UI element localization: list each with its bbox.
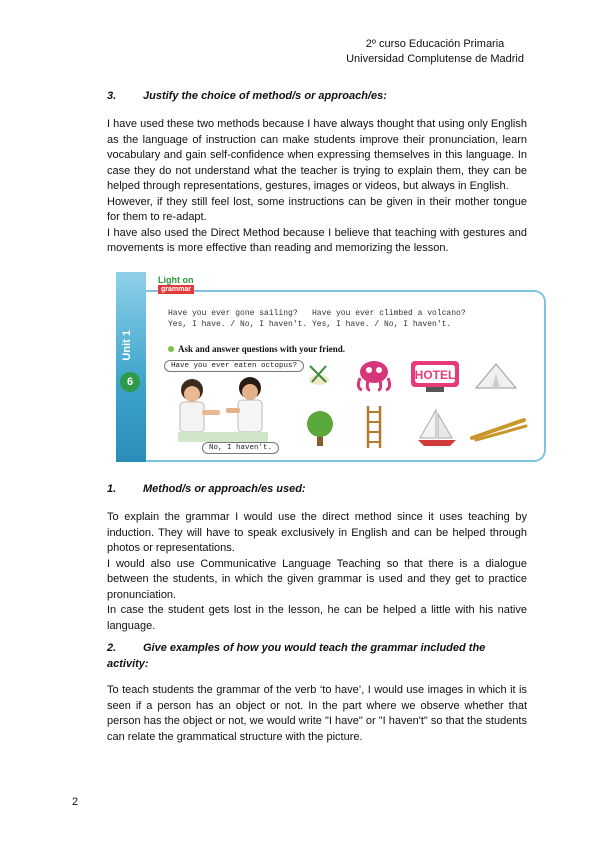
section1-paragraph-2: I would also use Communicative Language Teaching so that there is a dialogue between the students, in which the given grammar is used and they get to practice pronunciation. — [107, 557, 527, 601]
section2-heading — [107, 640, 527, 672]
section2-paragraph-1: To teach students the grammar of the verb ‘to have’, I would use images in which it is seen if a person has an object or not. In the part where we observe whether that person has the object or not, we would write "I have" or "I haven't" so that the students can relate the grammatical structure with the picture. — [107, 684, 527, 743]
page-number: 2 — [72, 796, 79, 808]
section1-paragraph-1: To explain the grammar I would use the direct method since it uses teaching by induction. They will have to speak exclusively in English and can be helped through photos or representations. — [107, 511, 527, 554]
example-2-question: Have you ever climbed a volcano? — [312, 309, 466, 318]
example-1-question: Have you ever gone sailing? — [168, 309, 298, 318]
section3-paragraph-2: However, if they still feel lost, some instructions can be given in their mother tongue for them to re-adapt. — [107, 195, 527, 223]
logo-bottom: grammar — [158, 285, 194, 294]
task-bullet-icon — [168, 346, 174, 352]
logo-top: Light on — [158, 275, 194, 285]
header-university: Universidad Complutense de Madrid — [346, 53, 524, 65]
hotel-sign-text: HOTEL — [414, 368, 456, 382]
header-course: 2º curso Educación Primaria — [365, 38, 505, 50]
section1-number: 1. — [107, 483, 117, 495]
section1-title: Method/s or approach/es used: — [143, 483, 306, 495]
ladder-icon — [364, 404, 384, 450]
tree-icon — [302, 408, 338, 448]
example-2 — [312, 308, 466, 330]
speech-bubble-question: Have you ever eaten octopus? — [164, 360, 304, 372]
section3-paragraph-3: I have also used the Direct Method because I believe that teaching with gestures and movements is more effective than reading and memorizing the lesson. — [107, 226, 527, 254]
skis-icon — [468, 414, 528, 442]
light-on-grammar-logo — [158, 276, 194, 294]
example-2-answer: Yes, I have. / No, I haven't. — [312, 320, 452, 329]
unit-sidebar — [116, 272, 146, 462]
section1-paragraph-3: In case the student gets lost in the lesson, he can be helped a little with his native language. — [107, 604, 527, 632]
octopus-icon — [352, 358, 396, 392]
task-instruction: Ask and answer questions with your friend. — [178, 344, 345, 354]
section1-heading — [107, 481, 306, 497]
section3-body — [107, 117, 527, 257]
document-header — [346, 37, 524, 67]
section1-body — [107, 510, 527, 634]
hotel-icon — [408, 356, 462, 394]
chopsticks-icon — [306, 362, 332, 388]
sailboat-icon — [414, 406, 460, 450]
speech-bubble-answer: No, I haven't. — [202, 442, 279, 454]
example-1 — [168, 308, 307, 330]
unit-number: 6 — [120, 372, 140, 392]
section3-heading — [107, 88, 387, 104]
textbook-image — [116, 272, 548, 462]
unit-label: Unit 1 — [121, 330, 133, 361]
example-1-answer: Yes, I have. / No, I haven't. — [168, 320, 308, 329]
section3-title: Justify the choice of method/s or approach/es: — [143, 90, 387, 102]
tent-icon — [472, 360, 520, 392]
section2-body — [107, 683, 527, 745]
children-illustration — [164, 372, 284, 444]
section2-number: 2. — [107, 642, 117, 654]
section3-paragraph-1: I have used these two methods because I have always thought that using only English as the language of instruction can make students improve their pronunciation, learn vocabulary and gain self-confidence when expressing themselves in this language. In case they do not understand what the teacher is trying to explain them, they can be helped through representations, gestures, images or videos, but always in English. — [107, 118, 527, 192]
section3-number: 3. — [107, 90, 117, 102]
section2-title: Give examples of how you would teach the grammar included the activity: — [107, 642, 486, 670]
